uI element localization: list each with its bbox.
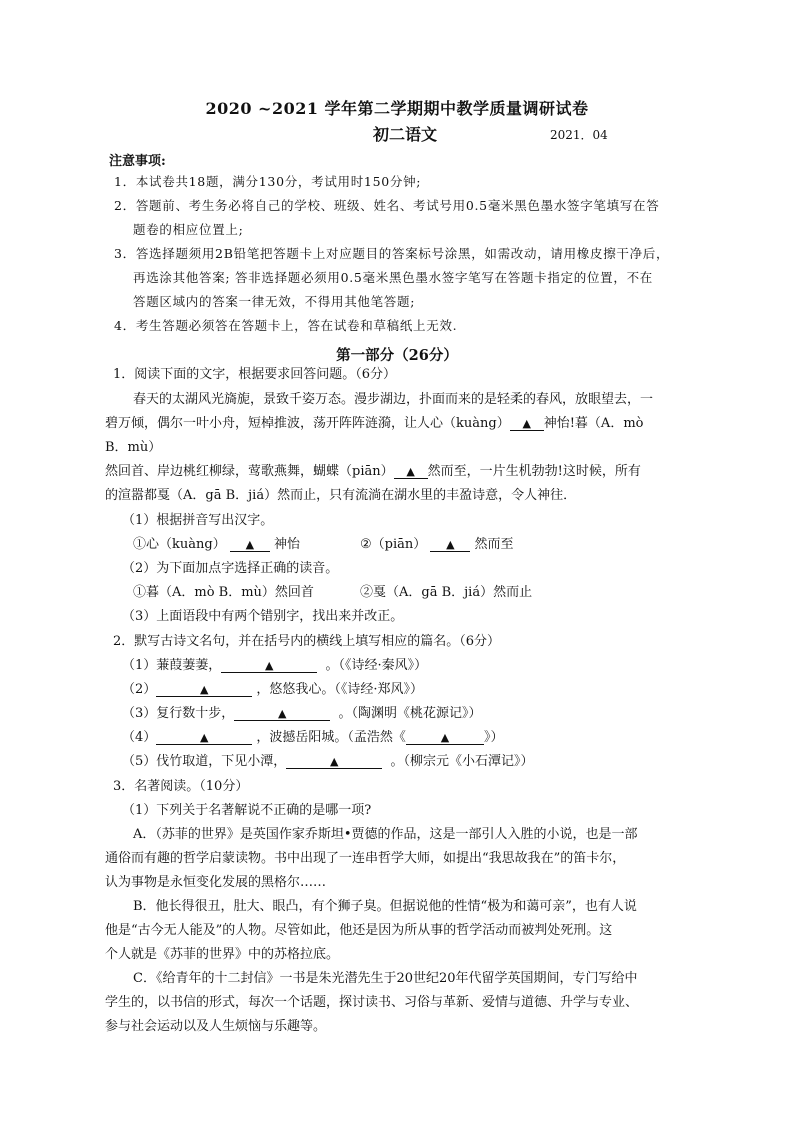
notice-item: 2．答题前、考生务必将自己的学校、班级、姓名、考试号用0.5毫米黑色墨水签字笔填写在答 [114, 198, 660, 213]
q1-sub1: （1）根据拼音写出汉字。 [122, 513, 274, 528]
notice-item: 再选涂其他答案; 答非选择题必须用0.5毫米黑色墨水签字笔写在答题卡指定的位置，不在 [133, 270, 653, 285]
q1-sub2-a: ①暮（A．mò B．mù）然回首 [133, 585, 314, 600]
answer-blank[interactable]: ▲ [230, 538, 270, 552]
q1-sub2: （2）为下面加点字选择正确的读音。 [122, 561, 339, 576]
answer-blank[interactable]: ▲ [510, 417, 544, 431]
answer-blank[interactable]: ▲ [406, 731, 484, 745]
section-title: 第一部分（26分） [336, 347, 458, 364]
answer-blank[interactable]: ▲ [221, 659, 317, 673]
exam-subject: 初二语文 [373, 125, 438, 144]
q2-line: （1）蒹葭萋萋， ▲ 。（《诗经·秦风》） [122, 658, 428, 673]
answer-blank[interactable]: ▲ [394, 465, 428, 479]
q1-sub3: （3）上面语段中有两个错别字，找出来并改正。 [122, 609, 404, 624]
q1-passage-line: B．mù） [105, 440, 162, 455]
answer-blank[interactable]: ▲ [156, 683, 252, 697]
exam-title: 2020 ~2021 学年第二学期期中教学质量调研试卷 [205, 99, 589, 118]
q3-option-a: A．（苏菲的世界》是英国作家乔斯坦•贾德的作品，这是一部引人入胜的小说，也是一部 [133, 827, 638, 842]
notice-item: 3．答选择题须用2B铅笔把答题卡上对应题目的答案标号涂黑，如需改动，请用橡皮擦干净后， [114, 246, 670, 261]
q1-passage-line: 的渲嚣都戛（A．gā B．jiá）然而止，只有流淌在湖水里的丰盈诗意，令人神往． [105, 488, 577, 503]
notice-item: 答题区域内的答案一律无效，不得用其他笔答题; [133, 294, 416, 309]
q3-option-c: 参与社会运动以及人生烦恼与乐趣等。 [105, 1019, 327, 1034]
q1-passage-line: 春天的太湖风光旖旎，景致千姿万态。漫步湖边，扑面而来的是轻柔的春风，放眼望去，一 [133, 392, 654, 407]
q2-line: （4） ▲ ，波撼岳阳城。（孟浩然《 ▲ 》） [122, 730, 504, 745]
q3-option-c: C．《给青年的十二封信》一书是朱光潜先生于20世纪20年代留学英国期间，专门写给中 [133, 971, 638, 986]
q3-option-b: 个人就是《苏菲的世界》中的苏格拉底。 [105, 947, 340, 962]
answer-blank[interactable]: ▲ [286, 755, 382, 769]
q3-option-a: 认为事物是永恒变化发展的黑格尔…… [105, 875, 327, 890]
q2-line: （3）复行数十步， ▲ 。（陶渊明《桃花源记》） [122, 706, 482, 721]
q1-passage-line: 然回首、岸边桃红柳绿，莺歌燕舞，蝴蝶（piān） ▲ 然而至，一片生机勃勃!这时候，所有 [105, 464, 641, 479]
notice-item: 1．本试卷共18题，满分130分，考试用时150分钟; [114, 174, 422, 189]
q3-option-b: B．他长得很丑，肚大、眼凸，有个狮子臭。但据说他的性情“极为和蔼可亲”，也有人说 [133, 899, 637, 914]
q1-passage-line: 碧万倾，偶尔一叶小舟，短棹推波，荡开阵阵涟漪，让人心（kuàng） ▲ 神怡!暮（A．mò [105, 416, 644, 431]
notice-item: 4．考生答题必须答在答题卡上，答在试卷和草稿纸上无效. [114, 318, 458, 333]
q1-stem: 1．阅读下面的文字，根据要求回答问题。（6分） [113, 367, 397, 382]
notice-heading: 注意事项: [109, 154, 166, 169]
q3-option-c: 学生的，以书信的形式，每次一个话题，探讨读书、习俗与革新、爱情与道德、升学与专业、 [105, 995, 639, 1010]
answer-blank[interactable]: ▲ [234, 707, 330, 721]
q3-sub1: （1）下列关于名著解说不正确的是哪一项? [122, 803, 372, 818]
q1-sub1-a: ①心（kuàng） ▲ 神怡 [133, 537, 300, 552]
q1-sub2-b: ②戛（A．gā B．jiá）然而止 [360, 585, 533, 600]
answer-blank[interactable]: ▲ [156, 731, 252, 745]
q2-line: （2） ▲ ，悠悠我心。（《诗经·郑风》） [122, 682, 424, 697]
exam-date: 2021．04 [550, 128, 608, 142]
q3-stem: 3．名著阅读。（10分） [113, 779, 249, 794]
q3-option-b: 他是“古今无人能及”的人物。尽管如此，他还是因为所从事的哲学活动而被判处死刑。这 [105, 923, 613, 938]
answer-blank[interactable]: ▲ [430, 538, 470, 552]
q3-option-a: 通俗而有趣的哲学启蒙读物。书中出现了一连串哲学大师，如提出“我思故我在”的笛卡尔， [105, 851, 626, 866]
notice-item: 题卷的相应位置上; [133, 222, 244, 237]
q1-sub1-b: ②（piān） ▲ 然而至 [360, 537, 514, 552]
q2-stem: 2．默写古诗文名句，并在括号内的横线上填写相应的篇名。（6分） [113, 634, 501, 649]
q2-line: （5）伐竹取道，下见小潭， ▲ 。（柳宗元《小石潭记》） [122, 754, 534, 769]
